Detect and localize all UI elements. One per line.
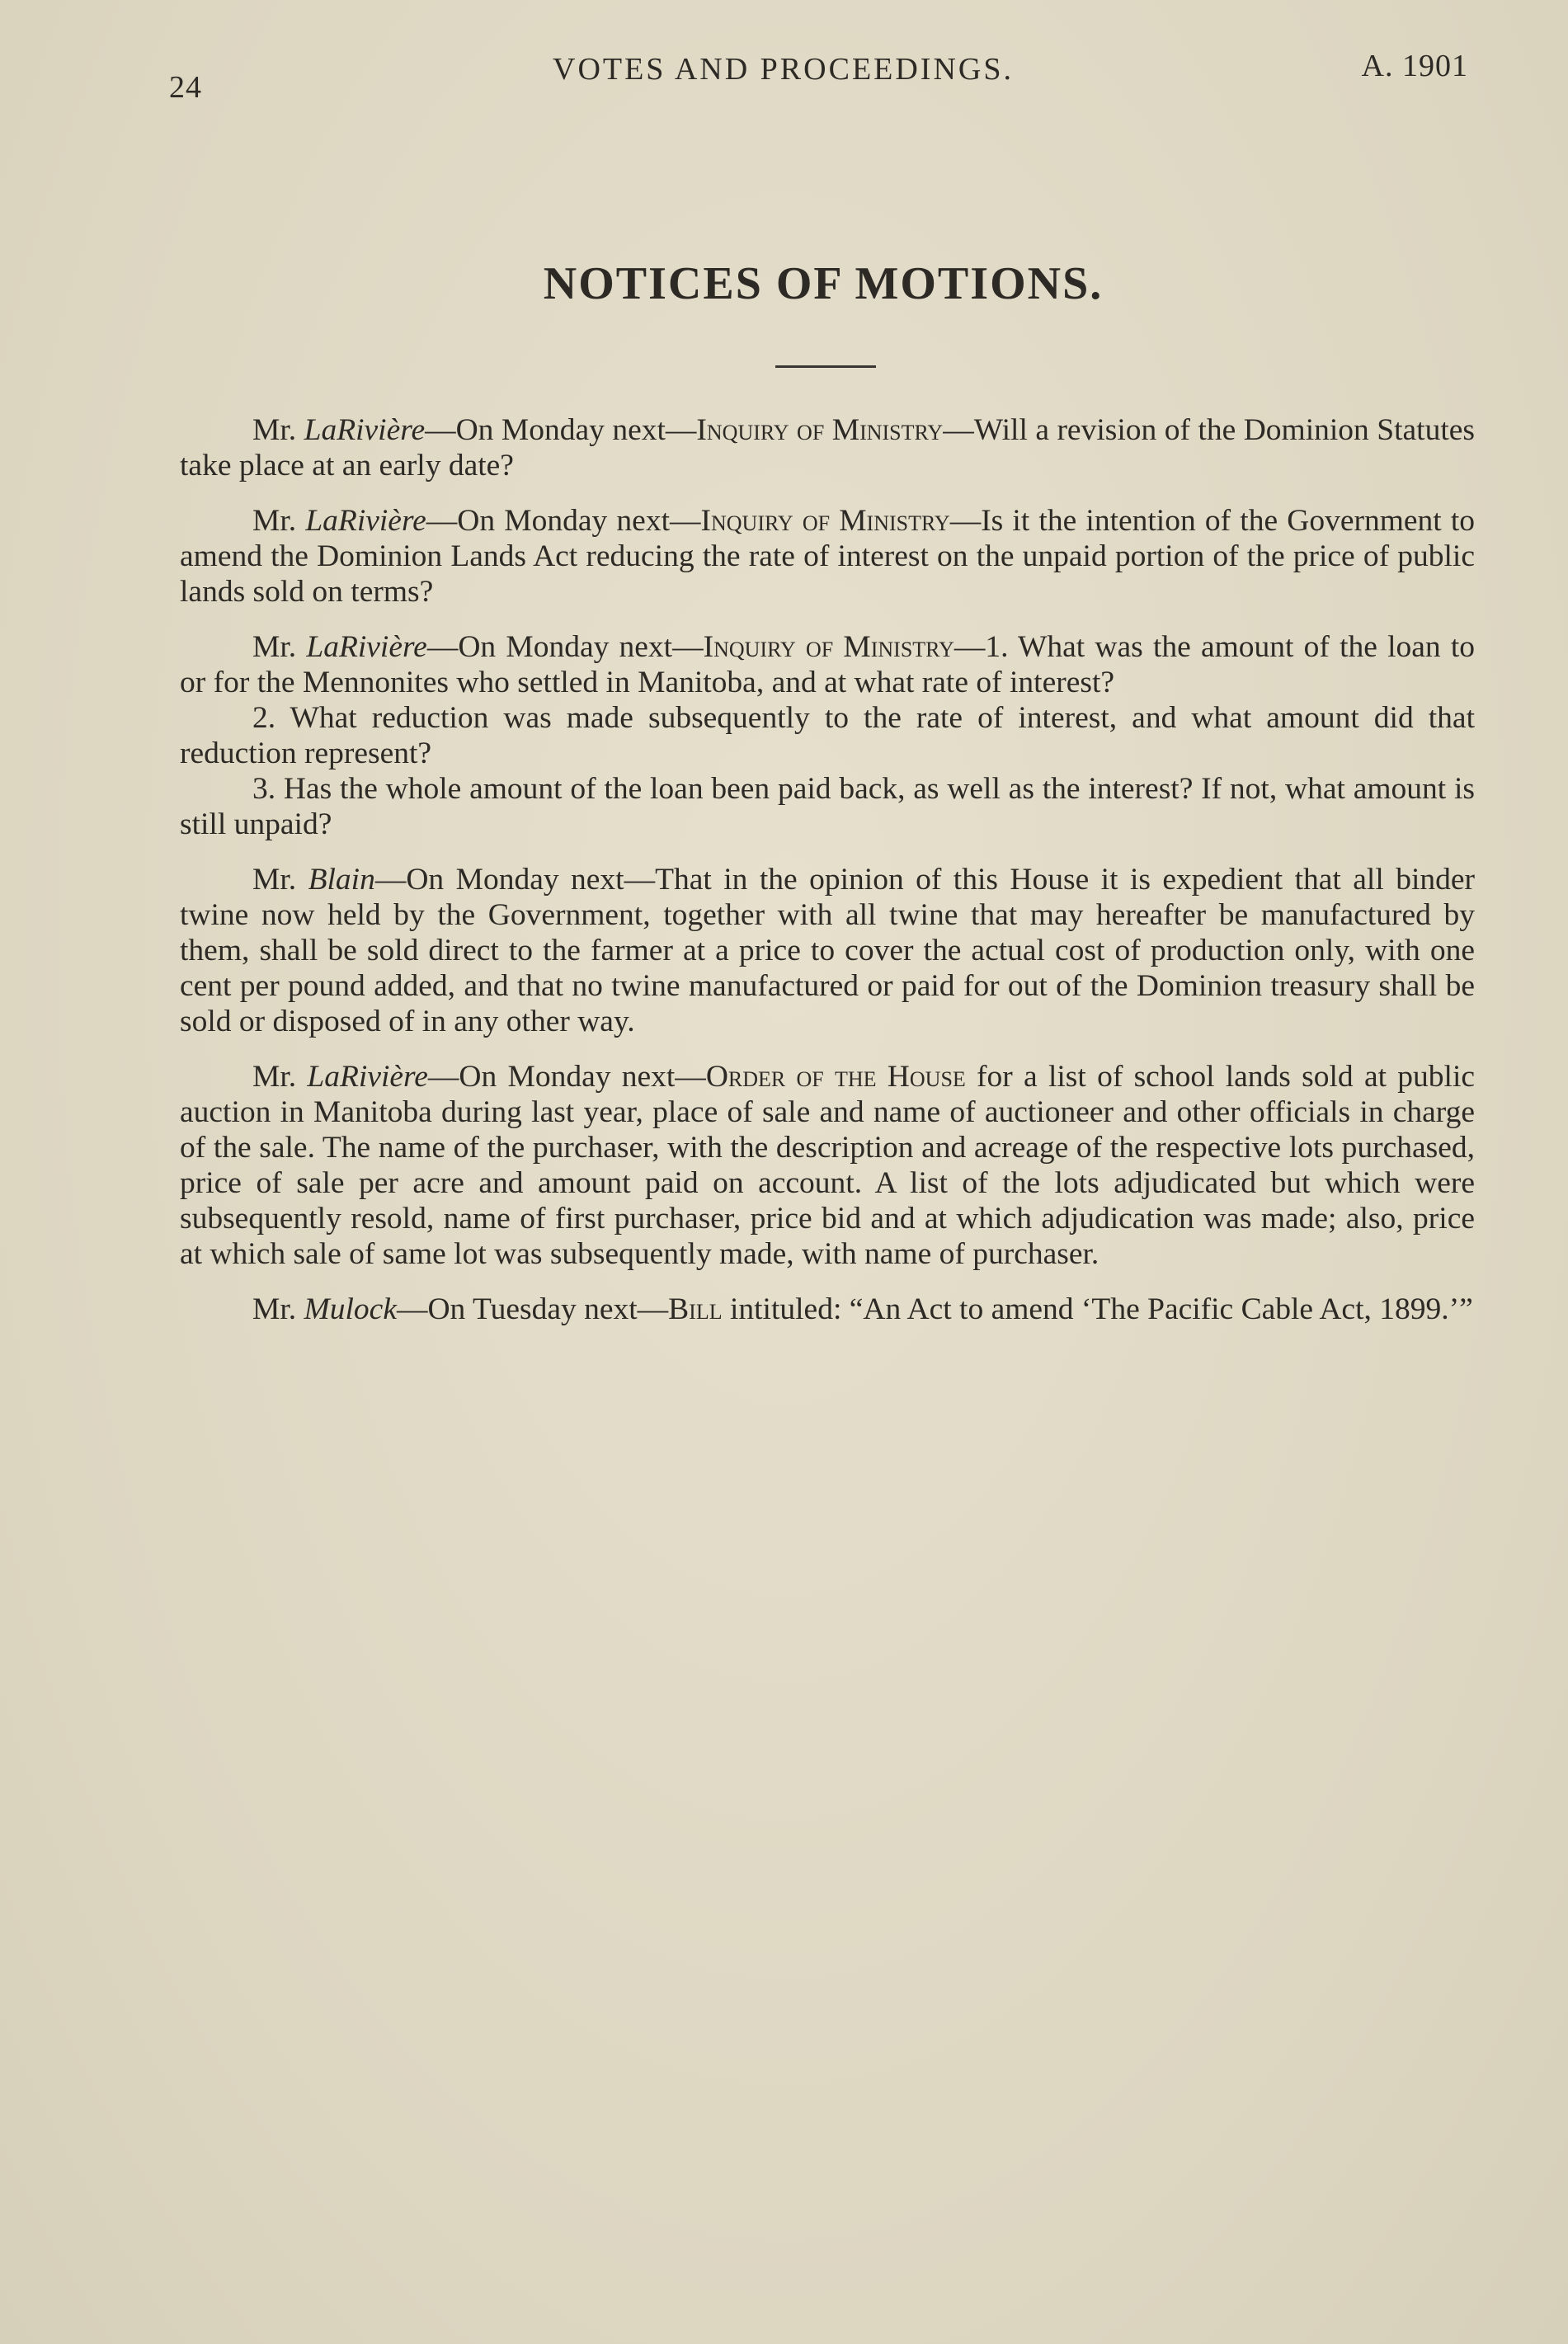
notice-kind: Inquiry of Ministry bbox=[696, 413, 944, 447]
session-year: A. 1901 bbox=[1361, 49, 1468, 83]
member-title: Mr. bbox=[252, 413, 297, 447]
notice-kind: Inquiry of Ministry bbox=[700, 504, 950, 538]
member-title: Mr. bbox=[252, 1060, 297, 1094]
notice-intro: —On Monday next— bbox=[425, 413, 697, 447]
notice-kind: Inquiry of Ministry bbox=[703, 630, 954, 664]
notices-list bbox=[180, 412, 1475, 1347]
member-name: LaRivière bbox=[305, 504, 426, 538]
notice-body: for a list of school lands sold at public auction in Manitoba during last year, place of sale and name of auctioneer and other officials in charge of the sale. The name of the purchaser, with the description and acreage of the respective lots purchased, price of sale per acre and amount paid on account. A list of the lots adjudicated but which were subsequently resold, name of first purchaser, price bid and at which adjudication was made; also, price at which sale of same lot was subsequently made, with name of purchaser. bbox=[180, 1060, 1476, 1271]
notice-paragraph bbox=[180, 862, 1475, 1039]
running-title: VOTES AND PROCEEDINGS. bbox=[553, 52, 1014, 87]
member-title: Mr. bbox=[252, 504, 297, 538]
page-number: 24 bbox=[169, 70, 202, 105]
notice-3 bbox=[180, 629, 1475, 842]
notice-body: —1. What was the amount of the loan to or for the Mennonites who settled in Manitoba, and at what rate of interest? bbox=[180, 630, 1476, 699]
member-name: LaRivière bbox=[307, 1060, 428, 1094]
member-title: Mr. bbox=[252, 863, 297, 897]
notice-intro: —On Monday next— bbox=[426, 504, 701, 538]
notice-continuation: 3. Has the whole amount of the loan been paid back, as well as the interest? If not, what amount is still unpaid? bbox=[180, 772, 1475, 841]
notice-kind: Bill bbox=[668, 1292, 723, 1326]
running-head bbox=[169, 48, 1468, 105]
notice-paragraph bbox=[180, 629, 1475, 700]
notice-6 bbox=[180, 1292, 1475, 1327]
notice-paragraph bbox=[180, 1059, 1475, 1272]
notice-body: —Is it the intention of the Government to amend the Dominion Lands Act reducing the rate of interest on the unpaid portion of the price of public lands sold on terms? bbox=[180, 504, 1476, 609]
notice-body: That in the opinion of this House it is expedient that all binder twine now held by the Government, together with all twine that may hereafter be manufactured by them, shall be sold direct to the farmer at a price to cover the actual cost of production only, with one cent per pound added, and that no twine manufactured or paid for out of the Dominion treasury shall be sold or disposed of in any other way. bbox=[180, 863, 1475, 1038]
notice-intro: —On Tuesday next— bbox=[396, 1292, 669, 1326]
notice-paragraph bbox=[180, 1292, 1475, 1327]
notice-1 bbox=[180, 412, 1475, 483]
notice-intro: —On Monday next— bbox=[374, 863, 656, 897]
notice-body: —Will a revision of the Dominion Statutes take place at an early date? bbox=[180, 413, 1476, 482]
member-name: LaRivière bbox=[306, 630, 427, 664]
notice-intro: —On Monday next— bbox=[427, 1060, 706, 1094]
section-title: NOTICES OF MOTIONS. bbox=[543, 258, 1104, 309]
member-name: Mulock bbox=[304, 1292, 397, 1326]
notice-4 bbox=[180, 862, 1475, 1039]
member-name: Blain bbox=[308, 863, 375, 897]
notice-paragraph bbox=[180, 503, 1475, 610]
notice-2 bbox=[180, 503, 1475, 610]
notice-kind: Order of the House bbox=[705, 1060, 966, 1094]
notice-body: intituled: “An Act to amend ‘The Pacific Cable Act, 1899.’” bbox=[722, 1292, 1473, 1326]
member-title: Mr. bbox=[252, 1292, 297, 1326]
notice-continuation: 2. What reduction was made subsequently to the rate of interest, and what amount did that reduction represent? bbox=[180, 701, 1475, 770]
member-title: Mr. bbox=[252, 630, 297, 664]
notice-intro: —On Monday next— bbox=[426, 630, 704, 664]
notice-paragraph bbox=[180, 412, 1475, 483]
member-name: LaRivière bbox=[304, 413, 426, 447]
title-rule bbox=[775, 365, 876, 368]
notice-5 bbox=[180, 1059, 1475, 1272]
